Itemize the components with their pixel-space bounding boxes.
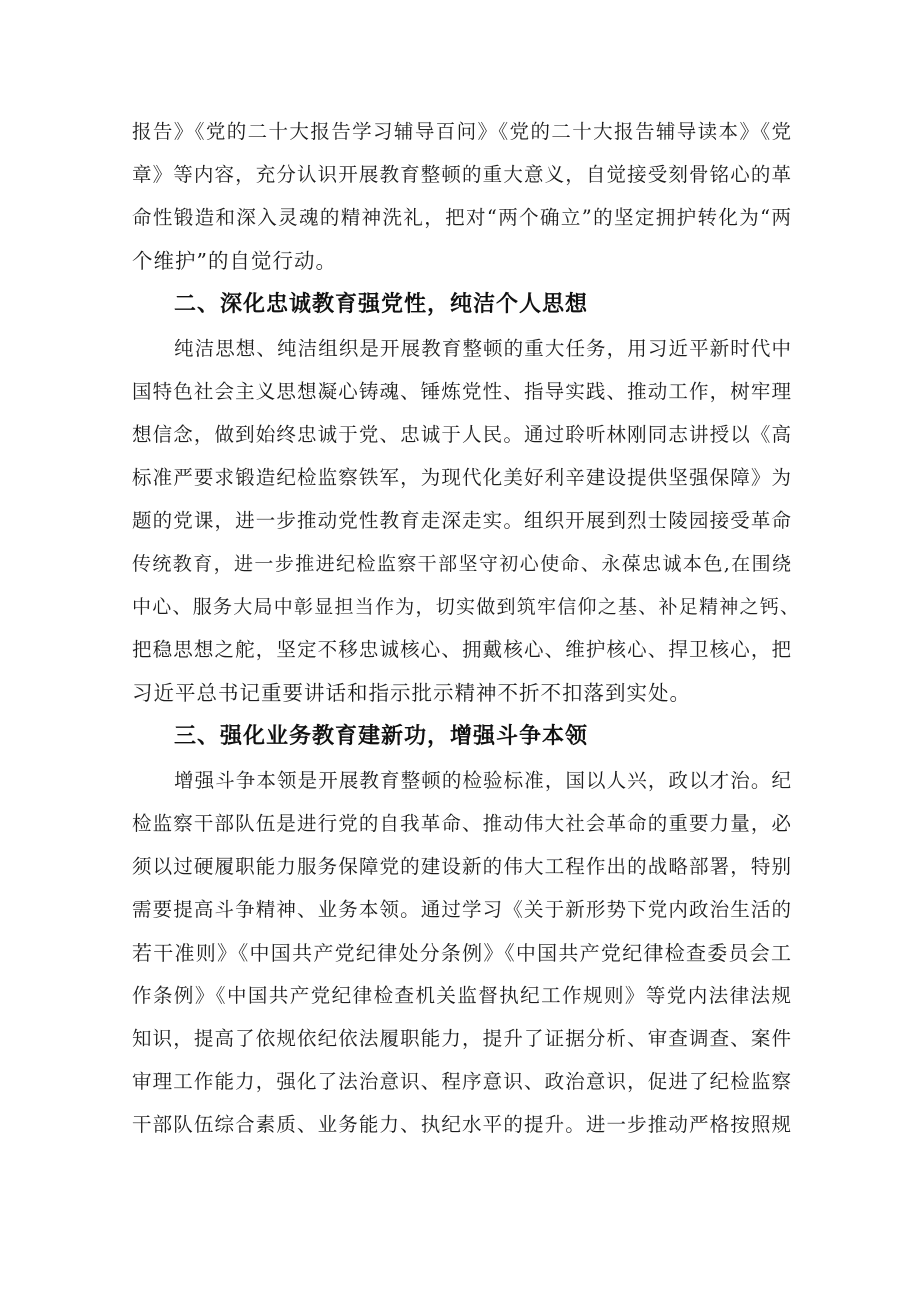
para2-line-3: 想信念，做到始终忠诚于党、忠诚于人民。通过聆听林刚同志讲授以《高 [132,423,792,446]
para1-line-4: 个维护”的自觉行动。 [132,249,337,273]
para3-line-6: 作条例》《中国共产党纪律检查机关监督执纪工作规则》等党内法律法规 [132,984,792,1007]
section-heading-3: 三、强化业务教育建新功，增强斗争本领 [174,724,589,749]
para2-line-5: 题的党课，进一步推动党性教育走深走实。组织开展到烈士陵园接受革命 [132,509,792,532]
para2-line-2: 国特色社会主义思想凝心铸魂、锤炼党性、指导实践、推动工作，树牢理 [132,380,792,403]
para3-line-8: 审理工作能力，强化了法治意识、程序意识、政治意识，促进了纪检监察 [132,1070,792,1093]
para1-line-2: 章》等内容，充分认识开展教育整顿的重大意义，自觉接受刻骨铭心的革 [132,163,792,186]
para3-line-3: 须以过硬履职能力服务保障党的建设新的伟大工程作出的战略部署，特别 [132,855,792,878]
para2-line-4: 标准严要求锻造纪检监察铁军，为现代化美好利辛建设提供坚强保障》为 [132,466,792,489]
para2-line-8: 把稳思想之舵，坚定不移忠诚核心、拥戴核心、维护核心、捍卫核心，把 [132,638,792,661]
section-heading-2: 二、深化忠诚教育强党性，纯洁个人思想 [174,292,589,317]
para3-line-5: 若干准则》《中国共产党纪律处分条例》《中国共产党纪律检查委员会工 [132,941,792,965]
para1-line-3: 命性锻造和深入灵魂的精神洗礼，把对“两个确立”的坚定拥护转化为“两 [132,206,792,229]
para2-line-9: 习近平总书记重要讲话和指示批示精神不折不扣落到实处。 [132,681,691,705]
para2-line-1: 纯洁思想、纯洁组织是开展教育整顿的重大任务，用习近平新时代中 [174,337,792,360]
para2-line-7: 中心、服务大局中彰显担当作为，切实做到筑牢信仰之基、补足精神之钙、 [132,596,800,618]
para1-line-1: 报告》《党的二十大报告学习辅导百问》《党的二十大报告辅导读本》《党 [132,120,792,143]
para3-line-9: 干部队伍综合素质、业务能力、执纪水平的提升。进一步推动严格按照规 [132,1113,792,1136]
para3-line-7: 知识，提高了依规依纪依法履职能力，提升了证据分析、审查调查、案件 [132,1027,792,1050]
para3-line-4: 需要提高斗争精神、业务本领。通过学习《关于新形势下党内政治生活的 [132,898,792,921]
para2-line-6: 传统教育，进一步推进纪检监察干部坚守初心使命、永葆忠诚本色,在围绕 [132,553,792,575]
para3-line-2: 检监察干部队伍是进行党的自我革命、推动伟大社会革命的重要力量，必 [132,812,792,835]
para3-line-1: 增强斗争本领是开展教育整顿的检验标准，国以人兴，政以才治。纪 [174,769,792,792]
